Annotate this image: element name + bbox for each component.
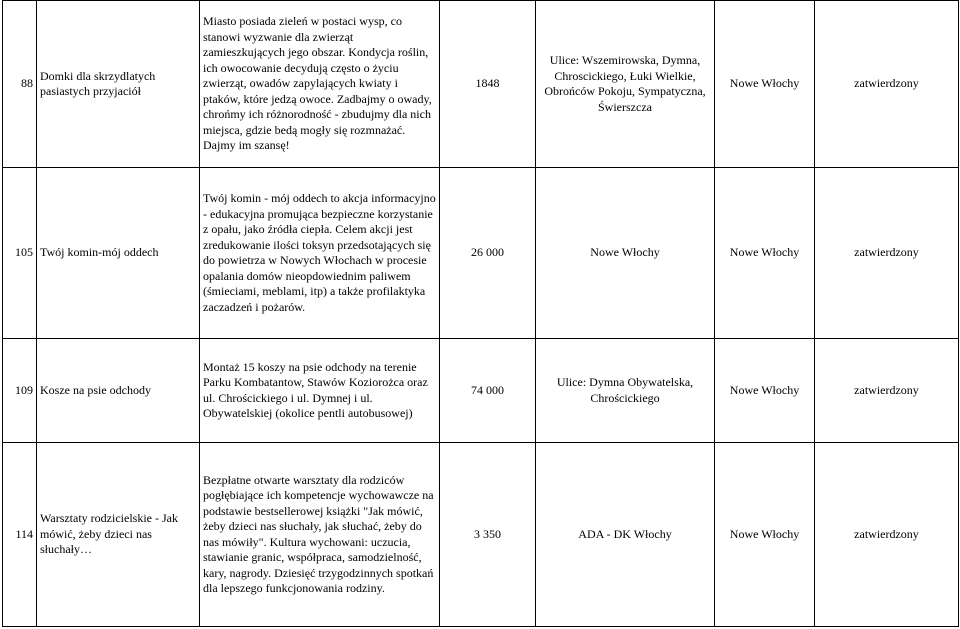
project-number: 105 [3,168,37,339]
project-area: Nowe Włochy [715,339,815,443]
project-description: Twój komin - mój oddech to akcja informacyjno - edukacyjna promująca bezpieczne korzystanie z opału, jako źródła ciepła. Celem akcji jest zredukowanie ilości toksyn przedsotających się do powietrza w Nowych Włochach w procesie opalania domów nieopdowiednim paliwem (śmieciami, meblami, itp) a także profilaktyka zaczadzeń i pożarów. [200,168,440,339]
table-row [3,168,959,339]
project-number: 109 [3,339,37,443]
project-cost: 1848 [440,1,536,168]
project-description: Bezpłatne otwarte warsztaty dla rodziców pogłębiające ich kompetencje wychowawcze na podstawie bestsellerowej książki "Jak mówić, żeby dzieci nas słuchały, jak słuchać, żeby do nas mówiły". Kultura wychowani: uczucia, stawianie granic, współpraca, samodzielność, kary, nagrody. Dziesięć trzygodzinnych spotkań dla lepszego funkcjonowania rodziny. [200,443,440,627]
project-cost: 26 000 [440,168,536,339]
project-location: Ulice: Wszemirowska, Dymna, Chroscickiego, Łuki Wielkie, Obrońców Pokoju, Sympatyczna, Świerszcza [536,1,715,168]
table-row [3,339,959,443]
project-cost: 3 350 [440,443,536,627]
project-area: Nowe Włochy [715,1,815,168]
table-row [3,443,959,627]
project-status: zatwierdzony [815,1,959,168]
project-status: zatwierdzony [815,339,959,443]
project-area: Nowe Włochy [715,168,815,339]
project-location: Ulice: Dymna Obywatelska, Chrościckiego [536,339,715,443]
project-status: zatwierdzony [815,443,959,627]
project-name: Twój komin-mój oddech [37,168,200,339]
project-status: zatwierdzony [815,168,959,339]
table-row [3,1,959,168]
project-description: Miasto posiada zieleń w postaci wysp, co stanowi wyzwanie dla zwierząt zamieszkujących jego obszar. Kondycja roślin, ich owocowanie decydują często o życiu zwierząt, owadów zapylających kwiaty i ptaków, które jedzą owoce. Zadbajmy o owady, chrońmy ich różnorodność - zbudujmy dla nich miejsca, gdzie bedą mogły się rozmnażać. Dajmy im szansę! [200,1,440,168]
project-name: Domki dla skrzydlatych pasiastych przyjaciół [37,1,200,168]
project-cost: 74 000 [440,339,536,443]
project-description: Montaż 15 koszy na psie odchody na terenie Parku Kombatantow, Stawów Koziorożca oraz ul. Chrościckiego i ul. Dymnej i ul. Obywatelskiej (okolice pentli autobusowej) [200,339,440,443]
project-location: ADA - DK Włochy [536,443,715,627]
projects-table [2,0,959,627]
project-location: Nowe Włochy [536,168,715,339]
project-name: Warsztaty rodzicielskie - Jak mówić, żeby dzieci nas słuchały… [37,443,200,627]
project-name: Kosze na psie odchody [37,339,200,443]
project-number: 114 [3,443,37,627]
project-area: Nowe Włochy [715,443,815,627]
project-number: 88 [3,1,37,168]
